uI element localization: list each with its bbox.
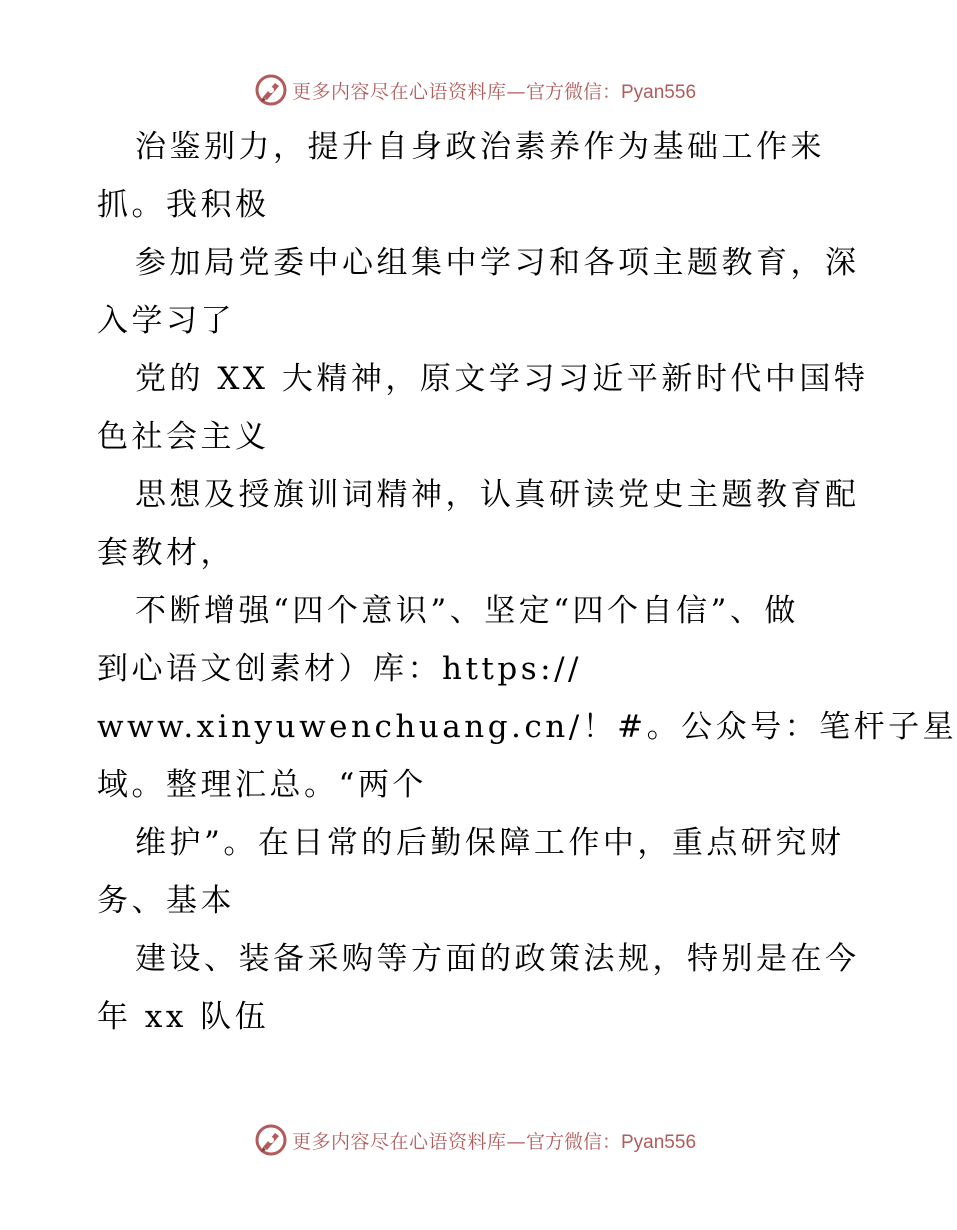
text-line: 抓。我积极 [97, 187, 270, 223]
text-line: 维护”。在日常的后勤保障工作中，重点研究财 [135, 825, 845, 861]
text-line: 年 xx 队伍 [97, 999, 270, 1035]
banner-text: 更多内容尽在心语资料库— [291, 80, 526, 103]
text-line: www.xinyuwenchuang.cn/！#。公众号：笔杆子星 [97, 709, 957, 745]
text-line: 务、基本 [97, 883, 235, 919]
text-line: 思想及授旗训词精神，认真研读党史主题教育配 [135, 477, 860, 513]
text-line: 参加局党委中心组集中学习和各项主题教育，深 [135, 245, 860, 281]
text-line: 到心语文创素材）库：https:// [97, 651, 582, 687]
banner-text: 更多内容尽在心语资料库— [291, 1130, 526, 1153]
footer-banner [0, 1120, 950, 1160]
text-line: 党的 XX 大精神，原文学习习近平新时代中国特 [135, 361, 869, 397]
pen-seal-icon [254, 1123, 288, 1157]
pen-seal-icon [254, 73, 288, 107]
text-line: 套教材， [97, 535, 235, 571]
banner-contact: 官方微信：Pyan556 [526, 1131, 697, 1153]
document-body [97, 118, 957, 1046]
text-line: 色社会主义 [97, 419, 270, 455]
header-banner [0, 70, 950, 110]
text-line: 域。整理汇总。“两个 [97, 767, 427, 803]
text-line: 治鉴别力，提升自身政治素养作为基础工作来 [135, 129, 825, 165]
banner-contact: 官方微信：Pyan556 [526, 81, 697, 103]
text-line: 建设、装备采购等方面的政策法规，特别是在今 [135, 941, 860, 977]
text-line: 不断增强“四个意识”、坚定“四个自信”、做 [135, 593, 799, 629]
text-line: 入学习了 [97, 303, 235, 339]
